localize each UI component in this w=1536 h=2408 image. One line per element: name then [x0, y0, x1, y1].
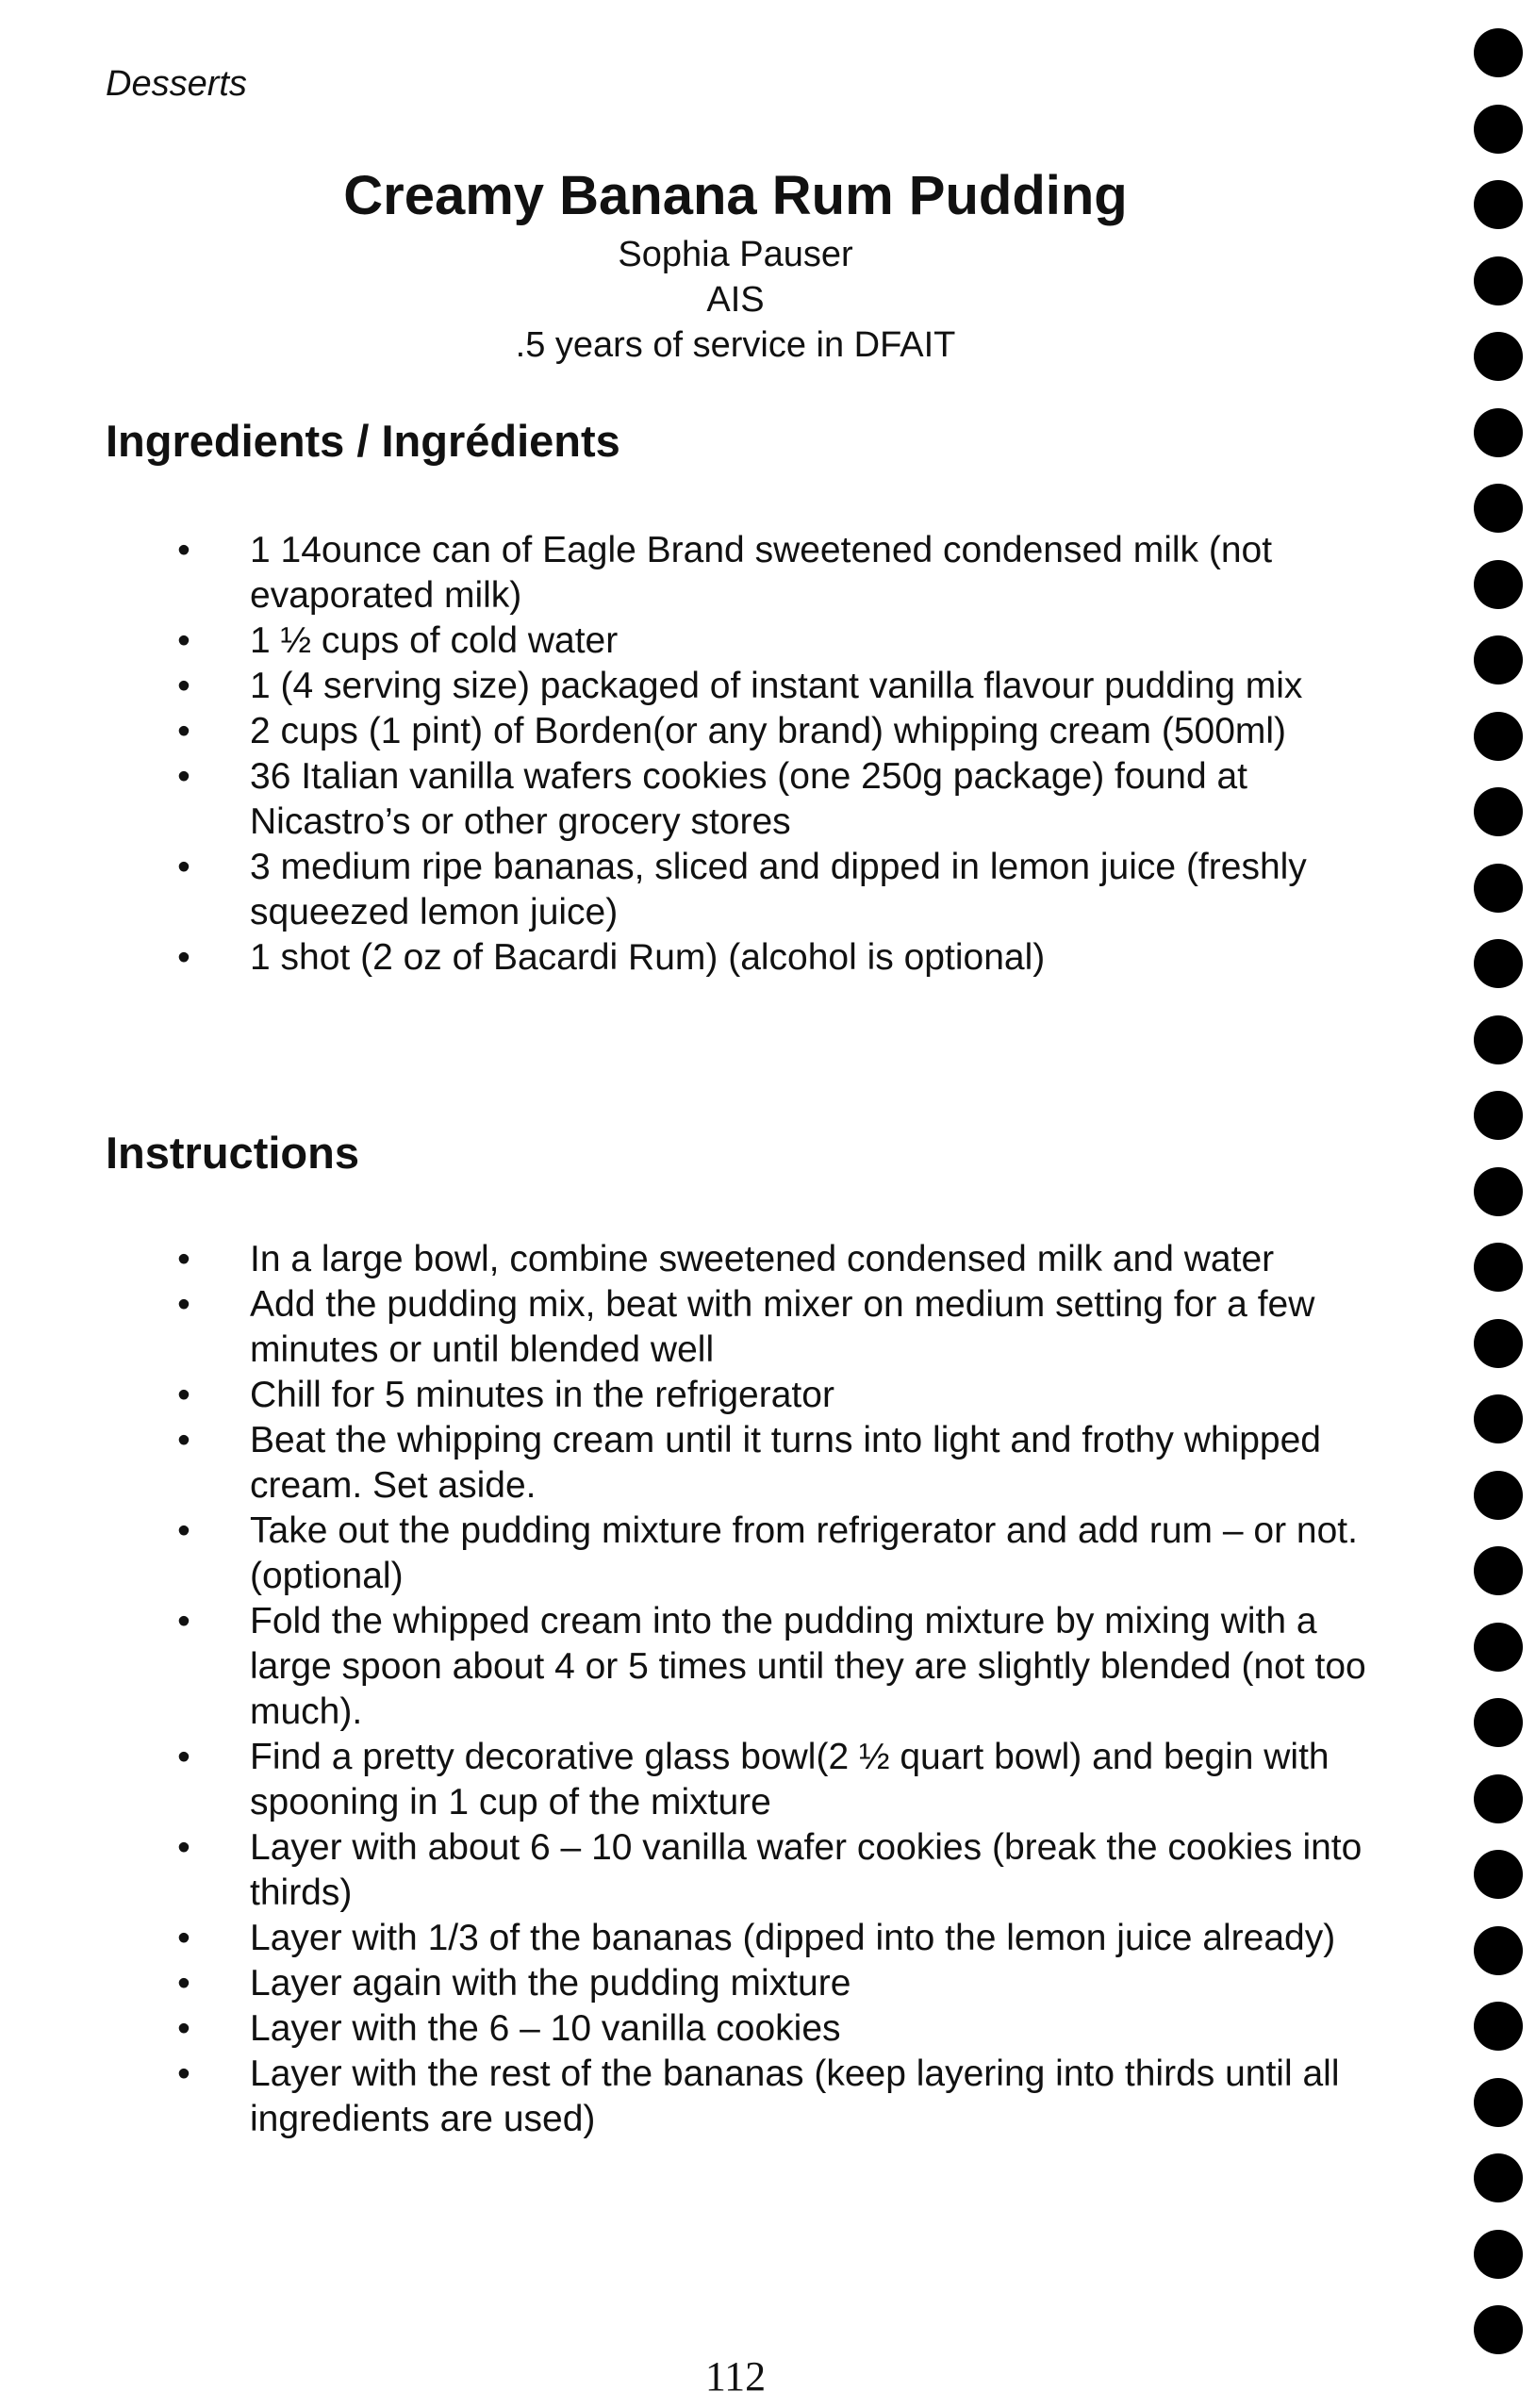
- binding-hole-icon: [1474, 1546, 1523, 1595]
- binding-hole-icon: [1474, 864, 1523, 913]
- instruction-step-text: Find a pretty decorative glass bowl(2 ½ quart bowl) and begin with spooning in 1 cup of the mixture: [250, 1737, 1330, 1822]
- bullet-icon: •: [177, 2008, 190, 2049]
- bullet-icon: •: [177, 756, 190, 797]
- bullet-icon: •: [177, 847, 190, 887]
- instruction-step: [174, 1961, 1372, 2006]
- binding-hole-icon: [1474, 484, 1523, 533]
- ingredient-item: [174, 664, 1372, 709]
- ingredient-item: [174, 618, 1372, 664]
- binding-hole-icon: [1474, 408, 1523, 457]
- instruction-step-text: Layer with about 6 – 10 vanilla wafer cookies (break the cookies into thirds): [250, 1827, 1363, 1913]
- instruction-step: [174, 1825, 1372, 1916]
- ingredient-item: [174, 528, 1372, 618]
- ingredient-item-text: 3 medium ripe bananas, sliced and dipped in lemon juice (freshly squeezed lemon juice): [250, 847, 1307, 932]
- binding-hole-icon: [1474, 2230, 1523, 2279]
- instruction-step-text: Take out the pudding mixture from refrigerator and add rum – or not. (optional): [250, 1510, 1358, 1596]
- binding-hole-icon: [1474, 1698, 1523, 1747]
- section-label: Desserts: [106, 64, 247, 104]
- ingredient-item-text: 1 ½ cups of cold water: [250, 620, 619, 661]
- ingredient-item: [174, 709, 1372, 754]
- instruction-step: [174, 1509, 1372, 1599]
- binding-hole-icon: [1474, 787, 1523, 836]
- bullet-icon: •: [177, 666, 190, 706]
- bullet-icon: •: [177, 1239, 190, 1279]
- bullet-icon: •: [177, 1284, 190, 1325]
- binding-hole-icon: [1474, 1167, 1523, 1216]
- bullet-icon: •: [177, 1963, 190, 2004]
- instruction-step: [174, 2052, 1372, 2142]
- binding-hole-icon: [1474, 180, 1523, 229]
- ingredients-list: [174, 528, 1372, 981]
- binding-hole-icon: [1474, 1394, 1523, 1443]
- bullet-icon: •: [177, 1510, 190, 1551]
- instruction-step: [174, 2006, 1372, 2052]
- binding-hole-icon: [1474, 2153, 1523, 2202]
- instruction-step-text: In a large bowl, combine sweetened condensed milk and water: [250, 1239, 1275, 1279]
- binding-hole-icon: [1474, 2078, 1523, 2127]
- bullet-icon: •: [177, 1420, 190, 1460]
- bullet-icon: •: [177, 937, 190, 978]
- binding-hole-icon: [1474, 712, 1523, 761]
- binding-hole-icon: [1474, 939, 1523, 988]
- instruction-step: [174, 1599, 1372, 1735]
- binding-hole-icon: [1474, 1319, 1523, 1368]
- bullet-icon: •: [177, 1737, 190, 1777]
- instructions-list: [174, 1237, 1372, 2142]
- ingredient-item-text: 1 shot (2 oz of Bacardi Rum) (alcohol is optional): [250, 937, 1046, 978]
- binding-hole-icon: [1474, 1623, 1523, 1672]
- instruction-step: [174, 1916, 1372, 1961]
- binding-hole-icon: [1474, 635, 1523, 684]
- binding-hole-icon: [1474, 1015, 1523, 1064]
- instruction-step: [174, 1373, 1372, 1418]
- bullet-icon: •: [177, 1827, 190, 1868]
- page-number: 112: [704, 2353, 767, 2400]
- binding-hole-icon: [1474, 105, 1523, 154]
- recipe-service: .5 years of service in DFAIT: [515, 325, 956, 365]
- binding-hole-icon: [1474, 1243, 1523, 1292]
- spiral-binding-holes: [1474, 28, 1527, 2404]
- instruction-step-text: Layer with 1/3 of the bananas (dipped into the lemon juice already): [250, 1918, 1336, 1958]
- instruction-step-text: Layer with the rest of the bananas (keep layering into thirds until all ingredients are used): [250, 2053, 1340, 2139]
- instruction-step-text: Fold the whipped cream into the pudding mixture by mixing with a large spoon about 4 or 5 times until they are slightly blended (not too much).: [250, 1601, 1366, 1732]
- bullet-icon: •: [177, 530, 190, 570]
- recipe-author: Sophia Pauser: [618, 235, 853, 274]
- ingredient-item: [174, 935, 1372, 981]
- instruction-step-text: Add the pudding mix, beat with mixer on medium setting for a few minutes or until blended well: [250, 1284, 1315, 1370]
- instruction-step-text: Beat the whipping cream until it turns into light and frothy whipped cream. Set aside.: [250, 1420, 1321, 1506]
- instruction-step-text: Chill for 5 minutes in the refrigerator: [250, 1375, 834, 1415]
- bullet-icon: •: [177, 711, 190, 751]
- ingredient-item-text: 1 14ounce can of Eagle Brand sweetened condensed milk (not evaporated milk): [250, 530, 1273, 616]
- binding-hole-icon: [1474, 1091, 1523, 1140]
- instruction-step: [174, 1282, 1372, 1373]
- bullet-icon: •: [177, 1375, 190, 1415]
- bullet-icon: •: [177, 620, 190, 661]
- recipe-division: AIS: [706, 280, 765, 320]
- instruction-step-text: Layer with the 6 – 10 vanilla cookies: [250, 2008, 841, 2049]
- binding-hole-icon: [1474, 1774, 1523, 1823]
- bullet-icon: •: [177, 2053, 190, 2094]
- recipe-title: Creamy Banana Rum Pudding: [343, 165, 1128, 226]
- recipe-header: [0, 160, 1471, 368]
- ingredient-item: [174, 754, 1372, 845]
- binding-hole-icon: [1474, 2305, 1523, 2354]
- binding-hole-icon: [1474, 1471, 1523, 1520]
- ingredients-heading: Ingredients / Ingrédients: [106, 416, 620, 466]
- binding-hole-icon: [1474, 2002, 1523, 2051]
- binding-hole-icon: [1474, 1850, 1523, 1899]
- ingredient-item-text: 2 cups (1 pint) of Borden(or any brand) whipping cream (500ml): [250, 711, 1287, 751]
- instruction-step: [174, 1237, 1372, 1282]
- bullet-icon: •: [177, 1601, 190, 1641]
- bullet-icon: •: [177, 1918, 190, 1958]
- binding-hole-icon: [1474, 560, 1523, 609]
- ingredient-item-text: 36 Italian vanilla wafers cookies (one 250g package) found at Nicastro’s or other grocery stores: [250, 756, 1248, 842]
- ingredient-item: [174, 845, 1372, 935]
- instruction-step: [174, 1735, 1372, 1825]
- instructions-heading: Instructions: [106, 1128, 359, 1178]
- binding-hole-icon: [1474, 256, 1523, 305]
- ingredient-item-text: 1 (4 serving size) packaged of instant vanilla flavour pudding mix: [250, 666, 1303, 706]
- binding-hole-icon: [1474, 332, 1523, 381]
- instruction-step: [174, 1418, 1372, 1509]
- binding-hole-icon: [1474, 1926, 1523, 1975]
- binding-hole-icon: [1474, 28, 1523, 77]
- instruction-step-text: Layer again with the pudding mixture: [250, 1963, 851, 2004]
